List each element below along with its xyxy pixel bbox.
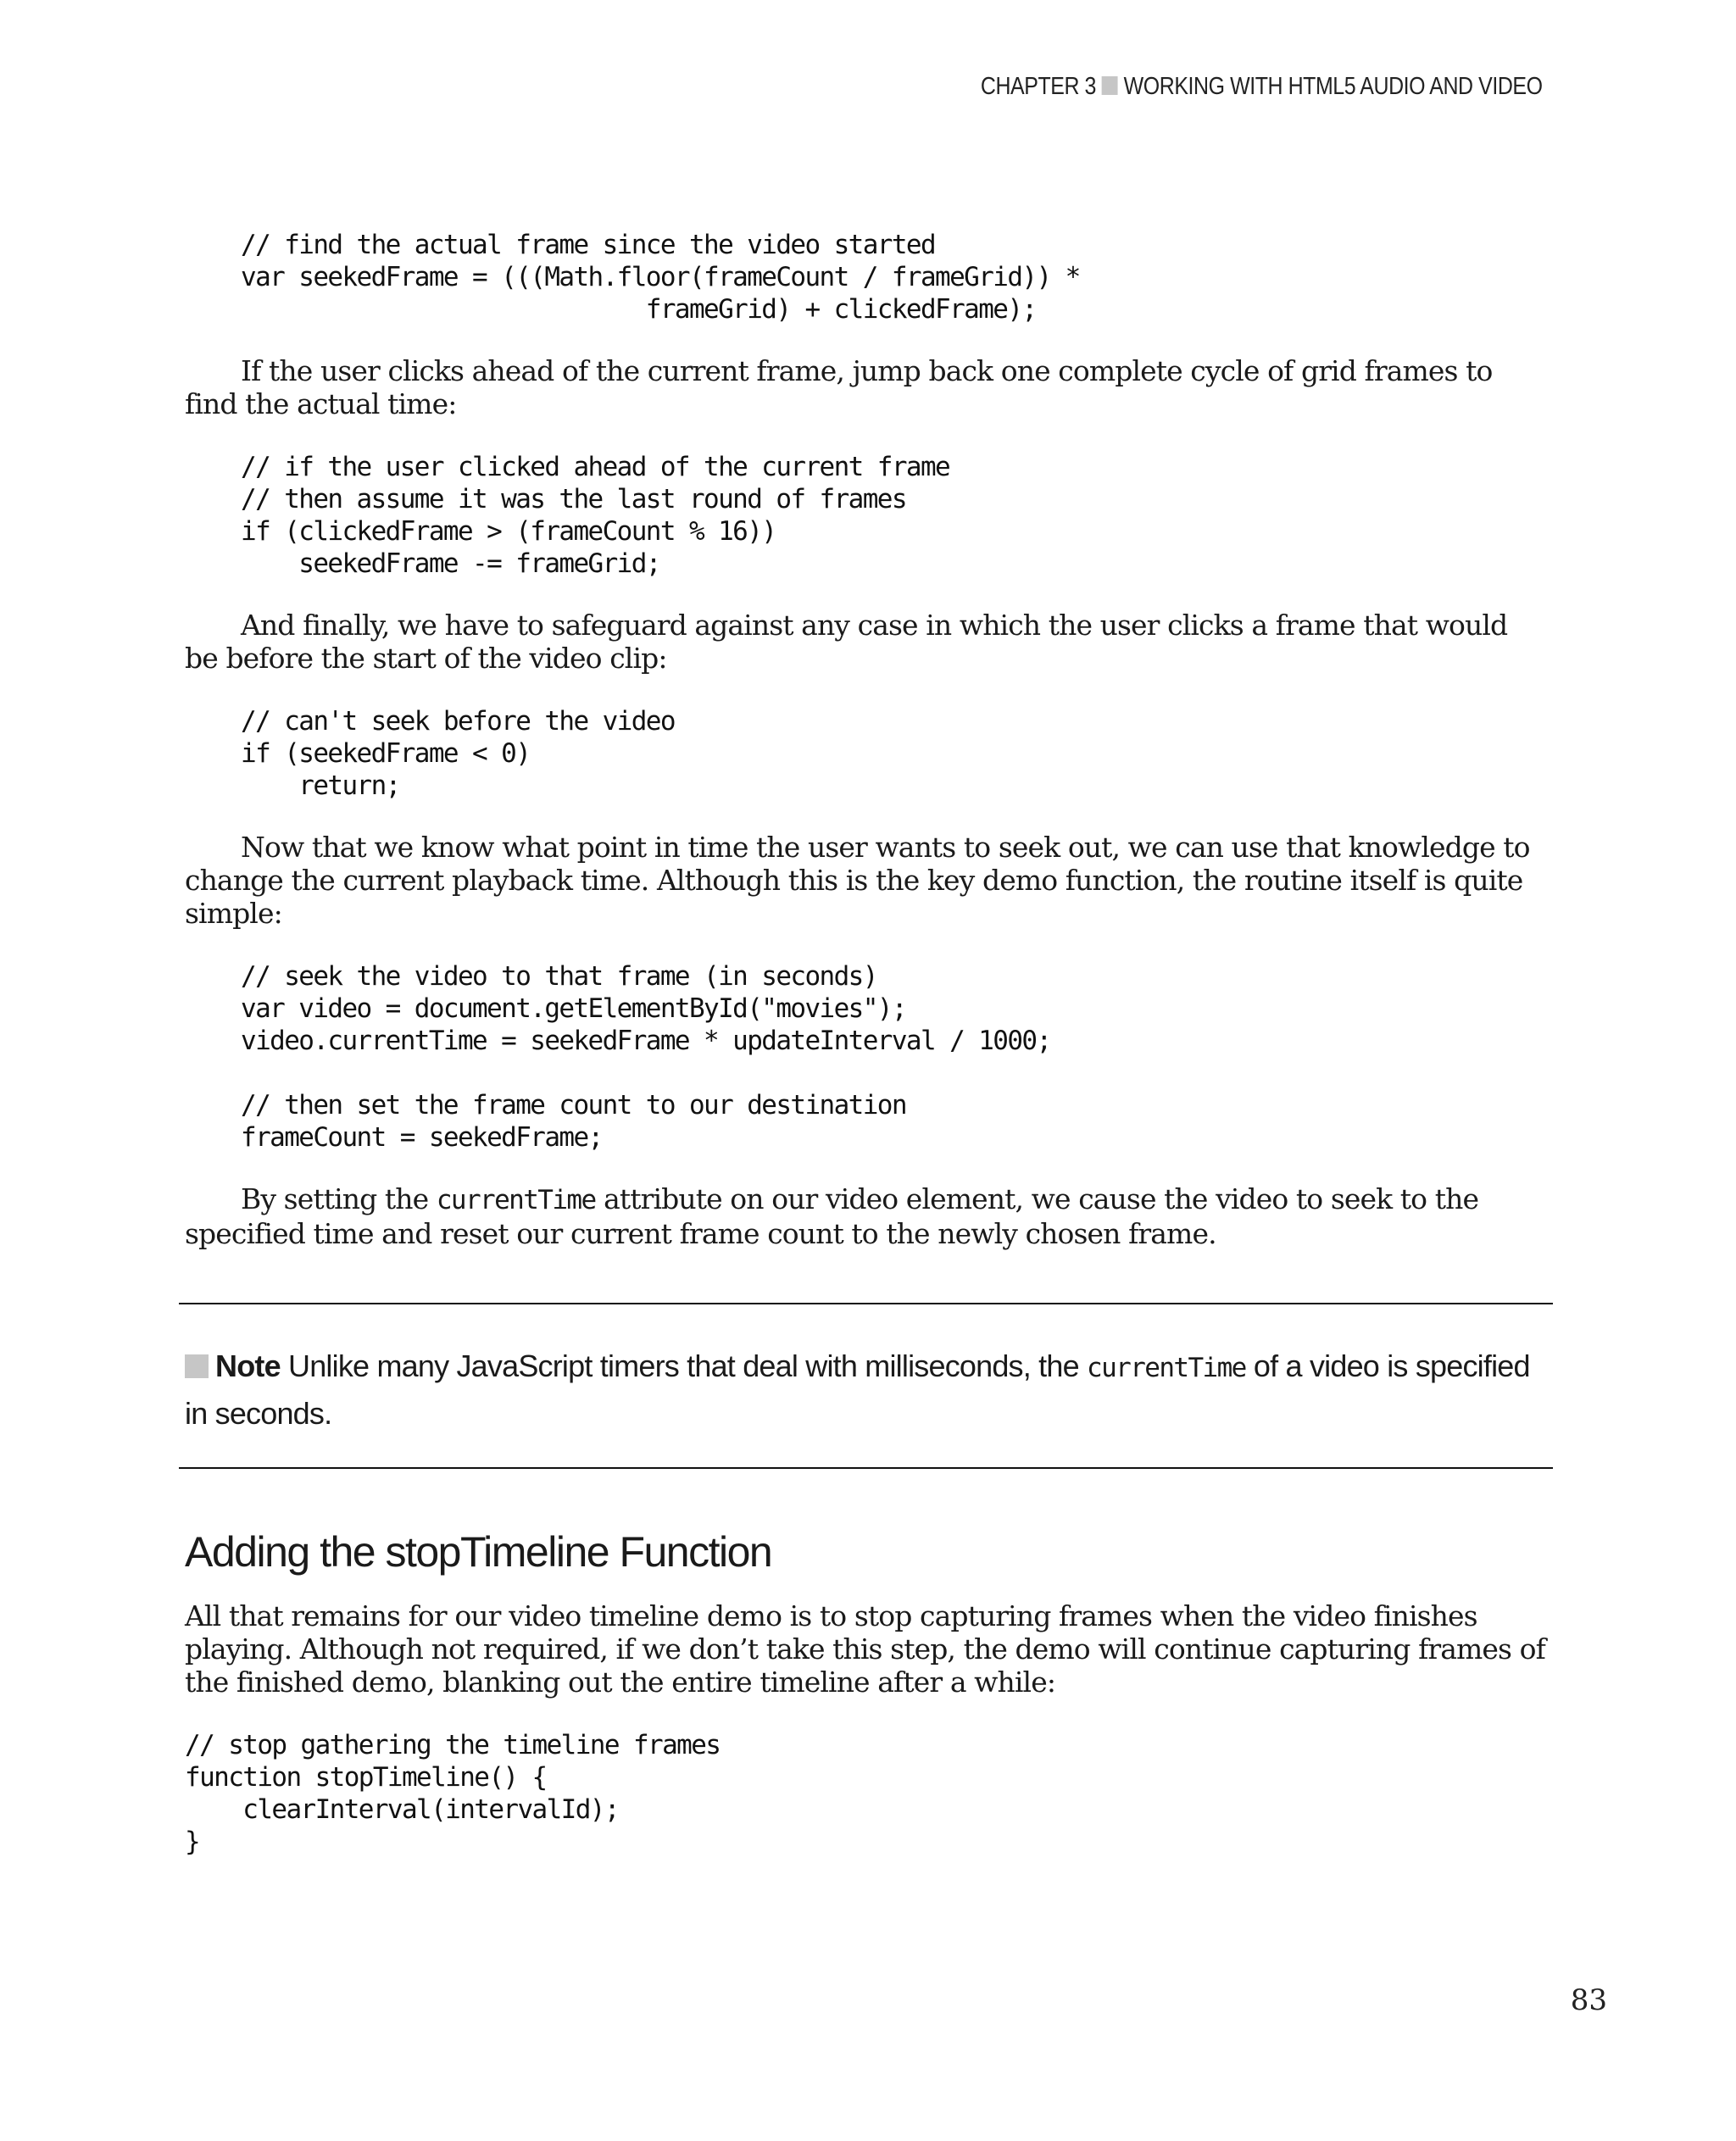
note-box	[179, 1303, 1553, 1469]
inline-code: currentTime	[1087, 1353, 1246, 1383]
paragraph-text: attribute on our video element, we cause the video to seek to the specified time and reset our current frame count to the newly chosen frame.	[185, 1182, 1479, 1250]
inline-code: currentTime	[436, 1185, 596, 1215]
code-block-cant-seek: // can't seek before the video if (seekedFrame < 0) return;	[241, 706, 675, 801]
code-block-stop-timeline: // stop gathering the timeline frames function stopTimeline() { clearInterval(intervalId); }	[185, 1730, 721, 1857]
page-number: 83	[1570, 1983, 1607, 2017]
paragraph-safeguard: And finally, we have to safeguard against any case in which the user clicks a frame that would be before the start of the video clip:	[185, 609, 1508, 675]
paragraph-click-ahead: If the user clicks ahead of the current frame, jump back one complete cycle of grid frames to find the actual time:	[185, 354, 1493, 420]
paragraph-current-time	[185, 1182, 1548, 1250]
section-heading: Adding the stopTimeline Function	[185, 1528, 772, 1576]
note-text-part: Unlike many JavaScript timers that deal with milliseconds, the	[280, 1349, 1088, 1383]
note-text-part: of a video is specified in seconds.	[185, 1349, 1530, 1431]
note-label: Note	[215, 1349, 281, 1383]
code-block-last-round: // if the user clicked ahead of the current frame // then assume it was the last round of frames if (clickedFrame > (frameCount % 16)) seekedFrame -= frameGrid;	[241, 452, 950, 579]
code-block-seeked-frame: // find the actual frame since the video started var seekedFrame = (((Math.floor(frameCount / frameGrid)) * frameGrid) + clickedFrame);	[241, 230, 1080, 325]
chapter-title: WORKING WITH HTML5 AUDIO AND VIDEO	[1124, 73, 1543, 100]
square-bullet-icon	[185, 1354, 209, 1378]
chapter-number: CHAPTER 3	[981, 73, 1097, 100]
code-block-seek-video: // seek the video to that frame (in seconds) var video = document.getElementById("movies"); video.currentTime = seekedFrame * updateInterval / 1000; // then set the frame count to our destination frameCount = seekedFrame;	[241, 961, 1051, 1153]
square-bullet-icon	[1102, 76, 1118, 95]
paragraph-stop-capturing: All that remains for our video timeline demo is to stop capturing frames when the video finishes playing. Although not required, if we don’t take this step, the demo will continue capturing frames of the finished demo, blanking out the entire timeline after a while:	[185, 1599, 1545, 1699]
paragraph-text: By setting the	[241, 1182, 437, 1215]
paragraph-playback-time: Now that we know what point in time the user wants to seek out, we can use that knowledge to change the current playback time. Although this is the key demo function, the routine itself is quite simple:	[185, 831, 1530, 930]
page-content	[185, 229, 1548, 1858]
note-text	[185, 1343, 1553, 1437]
running-header	[981, 73, 1543, 101]
